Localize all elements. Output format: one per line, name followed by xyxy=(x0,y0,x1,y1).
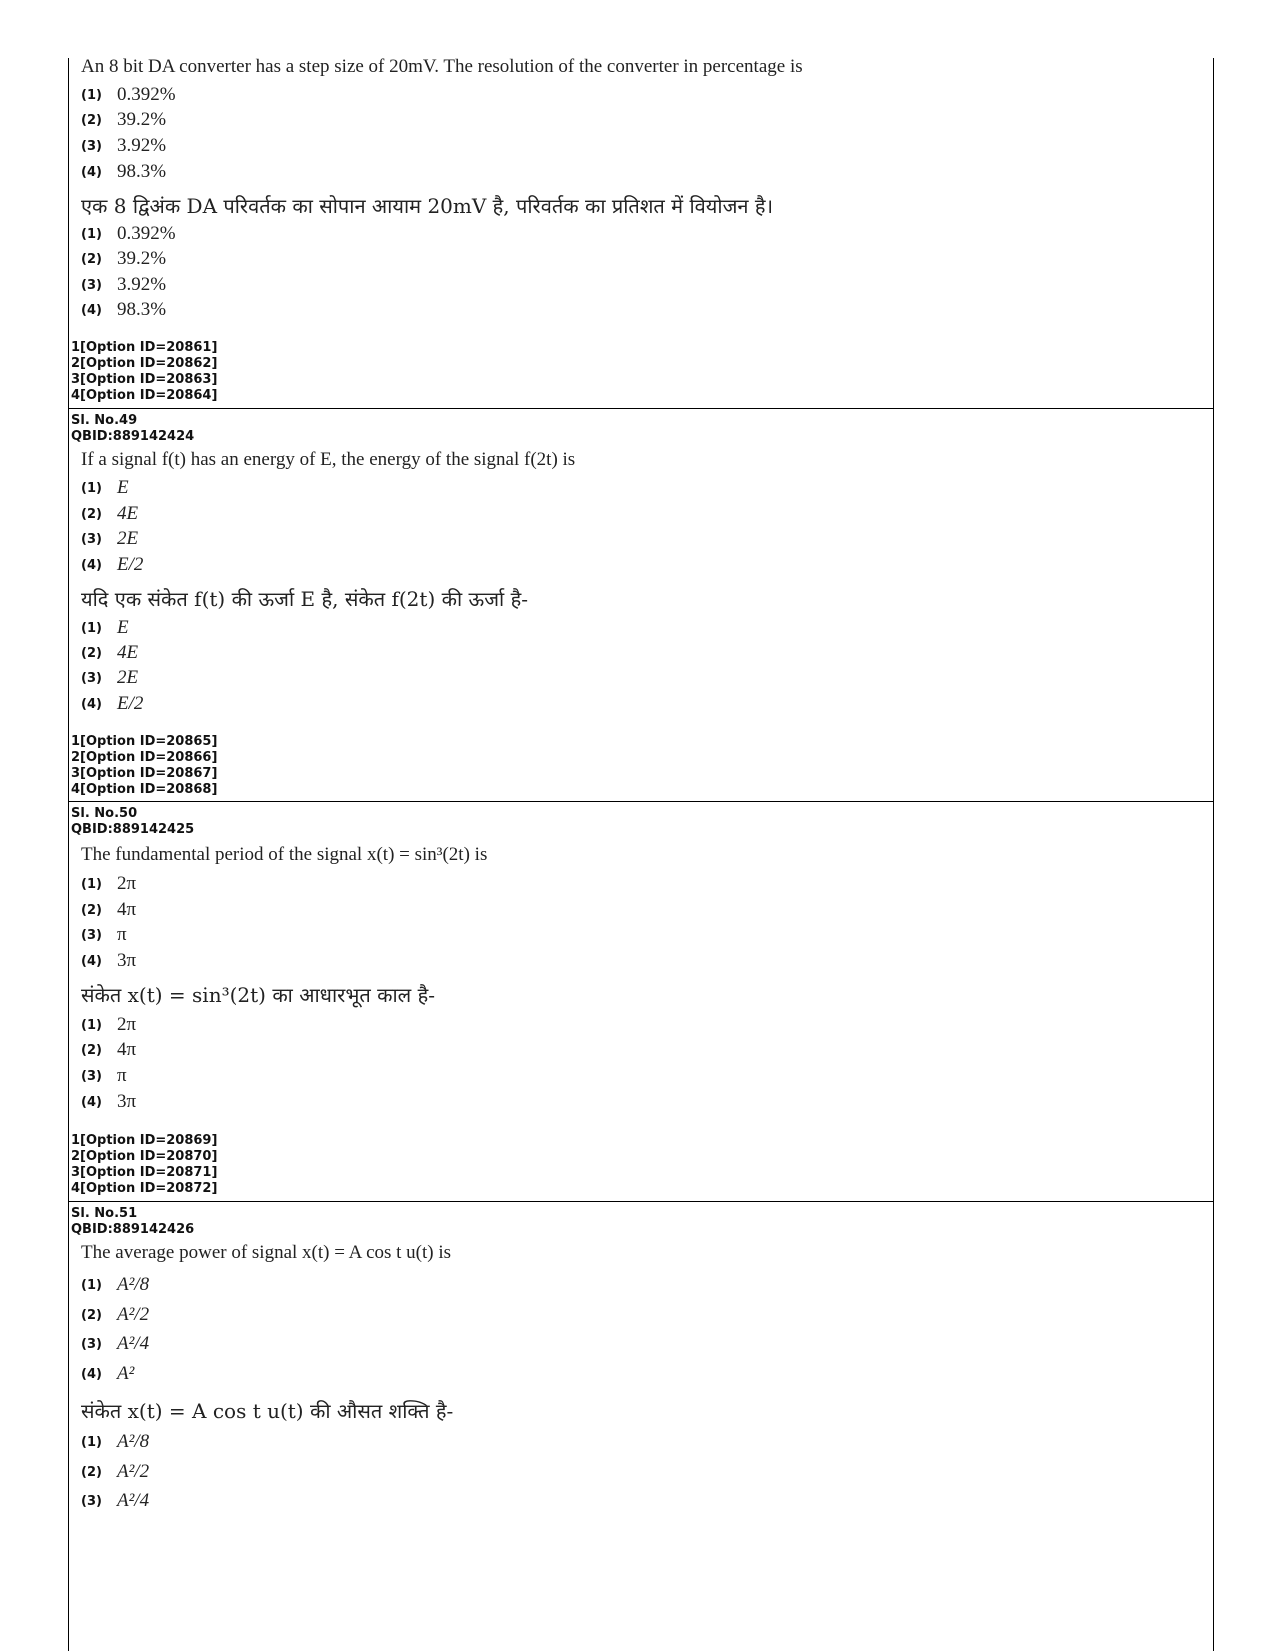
option-id: 4[Option ID=20868] xyxy=(71,782,218,797)
option-1-hindi: (1) E xyxy=(81,617,129,638)
option-2: (2) 4E xyxy=(81,503,139,524)
option-id: 3[Option ID=20867] xyxy=(71,766,218,781)
question-text-hindi: एक 8 द्विअंक DA परिवर्तक का सोपान आयाम 20mV है, परिवर्तक का प्रतिशत में वियोजन है। xyxy=(81,194,774,218)
option-2-hindi: (2) A²/2 xyxy=(81,1461,150,1482)
option-4: (4) A² xyxy=(81,1363,135,1384)
option-id: 2[Option ID=20870] xyxy=(71,1149,218,1164)
question-text-hindi: यदि एक संकेत f(t) की ऊर्जा E है, संकेत f(2t) की ऊर्जा है- xyxy=(81,587,528,611)
option-1: (1) 0.392% xyxy=(81,84,176,105)
option-id: 1[Option ID=20861] xyxy=(71,340,218,355)
option-3: (3) 2E xyxy=(81,528,139,549)
option-2-hindi: (2) 4π xyxy=(81,1039,137,1060)
option-id: 4[Option ID=20864] xyxy=(71,388,218,403)
option-3: (3) 3.92% xyxy=(81,135,167,156)
option-4-hindi: (4) E/2 xyxy=(81,693,144,714)
question-divider xyxy=(69,408,1213,409)
option-id: 4[Option ID=20872] xyxy=(71,1181,218,1196)
question-bank-id: QBID:889142425 xyxy=(71,822,195,837)
option-id-list xyxy=(71,1133,217,1197)
option-id: 2[Option ID=20862] xyxy=(71,356,218,371)
question-text-english: An 8 bit DA converter has a step size of 20mV. The resolution of the converter in percentage is xyxy=(81,56,803,77)
option-2-hindi: (2) 4E xyxy=(81,642,139,663)
option-id-list xyxy=(71,340,217,404)
option-4-hindi: (4) 98.3% xyxy=(81,299,167,320)
question-text-english: The average power of signal x(t) = A cos t u(t) is xyxy=(81,1242,452,1263)
question-text-english: If a signal f(t) has an energy of E, the energy of the signal f(2t) is xyxy=(81,449,576,470)
option-3-hindi: (3) 3.92% xyxy=(81,274,167,295)
option-1: (1) A²/8 xyxy=(81,1274,150,1295)
option-4-hindi: (4) 3π xyxy=(81,1091,137,1112)
question-paper-frame xyxy=(68,58,1214,1651)
option-4: (4) 98.3% xyxy=(81,161,167,182)
question-divider xyxy=(69,801,1213,802)
option-3: (3) A²/4 xyxy=(81,1333,150,1354)
option-2: (2) 39.2% xyxy=(81,109,167,130)
question-bank-id: QBID:889142426 xyxy=(71,1222,195,1237)
option-id: 1[Option ID=20869] xyxy=(71,1133,218,1148)
option-1: (1) 2π xyxy=(81,873,137,894)
question-text-english: The fundamental period of the signal x(t) = sin³(2t) is xyxy=(81,844,488,865)
option-1: (1) E xyxy=(81,477,129,498)
serial-number: Sl. No.51 xyxy=(71,1206,138,1221)
option-3-hindi: (3) A²/4 xyxy=(81,1490,150,1511)
question-bank-id: QBID:889142424 xyxy=(71,429,195,444)
question-divider xyxy=(69,1201,1213,1202)
option-id: 1[Option ID=20865] xyxy=(71,734,218,749)
serial-number: Sl. No.50 xyxy=(71,806,138,821)
question-text-hindi: संकेत x(t) = sin³(2t) का आधारभूत काल है- xyxy=(81,983,435,1007)
option-1-hindi: (1) A²/8 xyxy=(81,1431,150,1452)
option-2: (2) A²/2 xyxy=(81,1304,150,1325)
option-id-list xyxy=(71,734,217,798)
option-id: 3[Option ID=20871] xyxy=(71,1165,218,1180)
question-text-hindi: संकेत x(t) = A cos t u(t) की औसत शक्ति है- xyxy=(81,1399,454,1423)
option-id: 3[Option ID=20863] xyxy=(71,372,218,387)
option-1-hindi: (1) 2π xyxy=(81,1014,137,1035)
option-3-hindi: (3) π xyxy=(81,1065,127,1086)
option-3-hindi: (3) 2E xyxy=(81,667,139,688)
option-2-hindi: (2) 39.2% xyxy=(81,248,167,269)
option-1-hindi: (1) 0.392% xyxy=(81,223,176,244)
serial-number: Sl. No.49 xyxy=(71,413,138,428)
option-4: (4) E/2 xyxy=(81,554,144,575)
option-4: (4) 3π xyxy=(81,950,137,971)
option-3: (3) π xyxy=(81,924,127,945)
option-id: 2[Option ID=20866] xyxy=(71,750,218,765)
option-2: (2) 4π xyxy=(81,899,137,920)
